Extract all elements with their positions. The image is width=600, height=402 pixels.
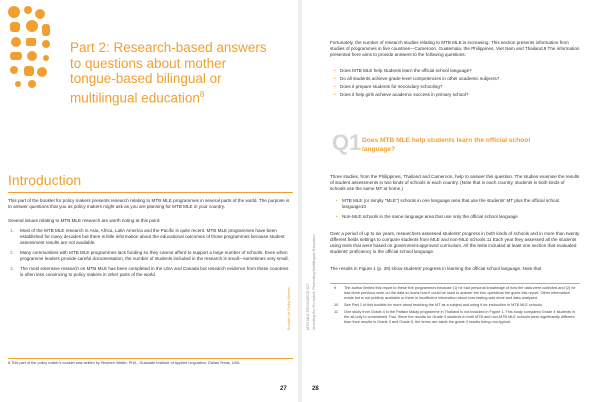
list-item: • Does it help girls achieve academic success in primary school? <box>334 92 469 97</box>
heading-rule <box>8 192 293 193</box>
list-item: • MTB MLE (or simply "MLE") schools in one language area that use the students' MT plus the official school language10 <box>336 198 560 209</box>
paragraph: The results in Figure 1 (p. 29) show students' progress in learning the official school language. Note that <box>330 266 542 271</box>
part-title: Part 2: Research-based answers to questions about mother tongue-based bilingual or multilingual education$^8$ <box>70 40 267 105</box>
page-number: 27 <box>280 386 287 392</box>
intro-paragraph: Fortunately, the number of research studies relating to MTB MLE is increasing. This section presents information from studies of programmes in five countries—Cameroon, Guatemala, the Philippines, Viet Nam and Thailand.9 The information presented here aims to provide answers to the following questions: <box>330 40 580 57</box>
list-item: 2. Many communities with MTB MLE programmes lack funding so they cannot afford to support a large number of schools. Even when programme leaders provide careful documentation, the number of students included in the research is small—sometimes very small. <box>10 250 289 261</box>
footnote: 9 The author limited this report to these five programmes because (1) he had personal knowledge of how the data were collected and (2) he had done previous work on the data so knew how it could be used to answer the four questions the guide this report. Other information exists but is not publicly available or there is insufficient information about how testing was done and data analysed. <box>334 286 576 300</box>
question-heading: Does MTB MLE help students learn the official school language? <box>362 137 531 153</box>
side-label: MTB MLE RESOURCE KIT <box>306 283 310 330</box>
school-list <box>336 198 576 224</box>
footnote-rule <box>330 283 580 284</box>
page-number: 28 <box>312 386 319 392</box>
side-label: Including the Excluded: Promoting Multilingual Education <box>312 234 316 330</box>
question-label: Q1 <box>332 130 362 155</box>
list-item: • Non-MLE schools in the same language area that use only the official school language <box>336 214 518 219</box>
numbered-list <box>10 228 290 282</box>
side-label: Booklet for Policy Makers <box>287 287 291 330</box>
book-spine <box>298 0 302 402</box>
footnote: 8 This part of the policy maker's booklet was written by Stephen Walter, PhD., Graduate Institute of Applied Linguistics, Dallas Texas, USA <box>8 361 240 365</box>
footnotes <box>334 286 580 327</box>
list-item: • Does MTB MLE help students learn the official school language? <box>334 68 472 73</box>
list-item: • Do all students achieve grade-level competencies in other academic subjects? <box>334 76 500 81</box>
list-item: • Does it prepare students for secondary schooling? <box>334 84 443 89</box>
list-item: 1. Most of the MTB MLE research in Asia, Africa, Latin America and the Pacific is quite recent. MTB MLE programmes have been established for many decades but there is little information about the educational outcomes of those programmes because student assessment results are not available. <box>10 228 285 245</box>
intro-paragraph-2: Several issues relating to MTB MLE research are worth noting at this point: <box>8 218 161 223</box>
list-item: 3. The most extensive research on MTB MLE has been completed in the USA and Canada but research evidence from these countries is often less convincing to policy makers in other parts of the world. <box>10 266 289 277</box>
paragraph: Three studies, from the Philippines, Thailand and Cameroon, help to answer this question. The studies examine the results of student assessments in two kinds of schools in each country. (Note that in each country, students in both kinds of schools use the same MT at home.) <box>330 174 580 191</box>
footnote: 10 See Part 1 of this booklet for more about teaching the MT as a subject and using it for instruction in MTB MLE schools. <box>334 303 543 307</box>
decorative-pattern <box>6 4 58 90</box>
section-heading: Introduction <box>8 172 82 188</box>
footnote-rule <box>8 358 293 359</box>
footnote: 11 One study from Grade 4 in the Pattani Malay programme in Thailand is not included in Figure 1. This study compared Grade 4 students in the all-only to constrained Thai. Since the results for Grade 4 students in both MTB and non-MTB MLE schools were significantly different than their results in Grade 3 and Grade 5, the terms are aside the grade 4 results being non-typical. <box>334 310 575 324</box>
paragraph: Over a period of up to six years, researchers assessed students' progress in both kinds of schools and in more than twenty different fields settings to compare students from MLE and non-MLE schools.11 Each year they assessed all the students using tests that were based on government-approved curriculum. All the tests included at least one section that evaluated students' proficiency in the official school language. <box>330 231 580 254</box>
intro-paragraph: This part of the booklet for policy makers presents research relating to MTB MLE programmes in several parts of the world. The purpose is to answer questions that you as policy makers might ask as you are planning for MTB MLE in your country. <box>8 198 290 209</box>
question-list <box>334 68 574 100</box>
